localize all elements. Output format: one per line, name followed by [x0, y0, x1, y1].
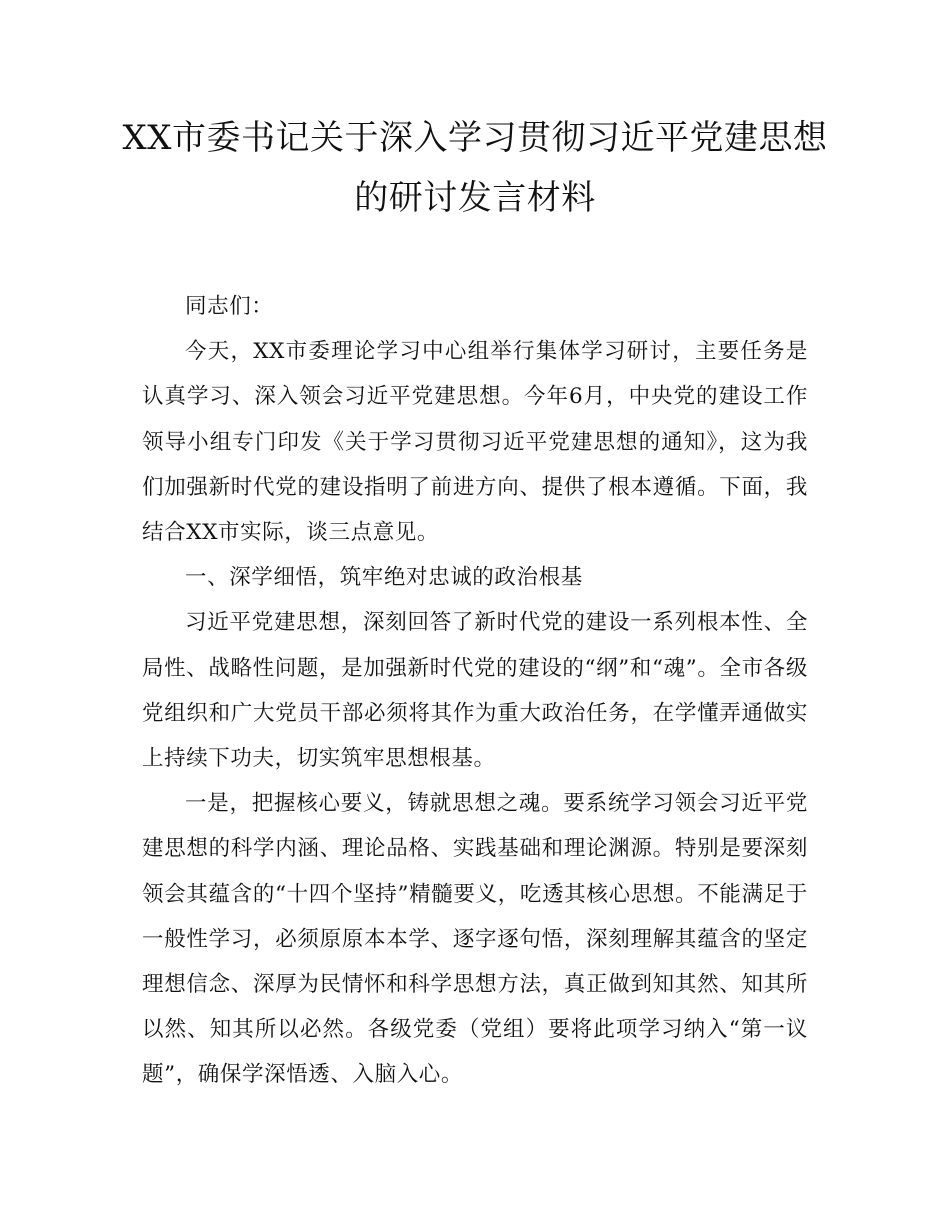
salutation-paragraph: 同志们：: [185, 294, 274, 319]
body-paragraph: 一是，把握核心要义，铸就思想之魂。要系统学习领会习近平党建思想的科学内涵、理论品格、实践基础和理论渊源。特别是要深刻领会其蕴含的“十四个坚持”精髓要义，吃透其核心思想。不能满足于一般性学习，必须原原本本学、逐字逐句悟，深刻理解其蕴含的坚定理想信念、深厚为民情怀和科学思想方法，真正做到知其然、知其所以然、知其所以必然。各级党委（党组）要将此项学习纳入“第一议题”，确保学深悟透、入脑入心。: [142, 791, 808, 1088]
body-paragraph: 习近平党建思想，深刻回答了新时代党的建设一系列根本性、全局性、战略性问题，是加强新时代党的建设的“纲”和“魂”。全市各级党组织和广大党员干部必须将其作为重大政治任务，在学懂弄通做实上持续下功夫，切实筑牢思想根基。: [142, 610, 808, 772]
document-title: XX市委书记关于深入学习贯彻习近平党建思想的研讨发言材料: [122, 118, 828, 218]
intro-paragraph: 今天，XX市委理论学习中心组举行集体学习研讨，主要任务是认真学习、深入领会习近平党建思想。今年6月，中央党的建设工作领导小组专门印发《关于学习贯彻习近平党建思想的通知》，这为我们加强新时代党的建设指明了前进方向、提供了根本遵循。下面，我结合XX市实际，谈三点意见。: [142, 339, 808, 546]
document-body: [142, 284, 808, 1098]
section-heading: 一、深学细悟，筑牢绝对忠诚的政治根基: [185, 565, 583, 591]
